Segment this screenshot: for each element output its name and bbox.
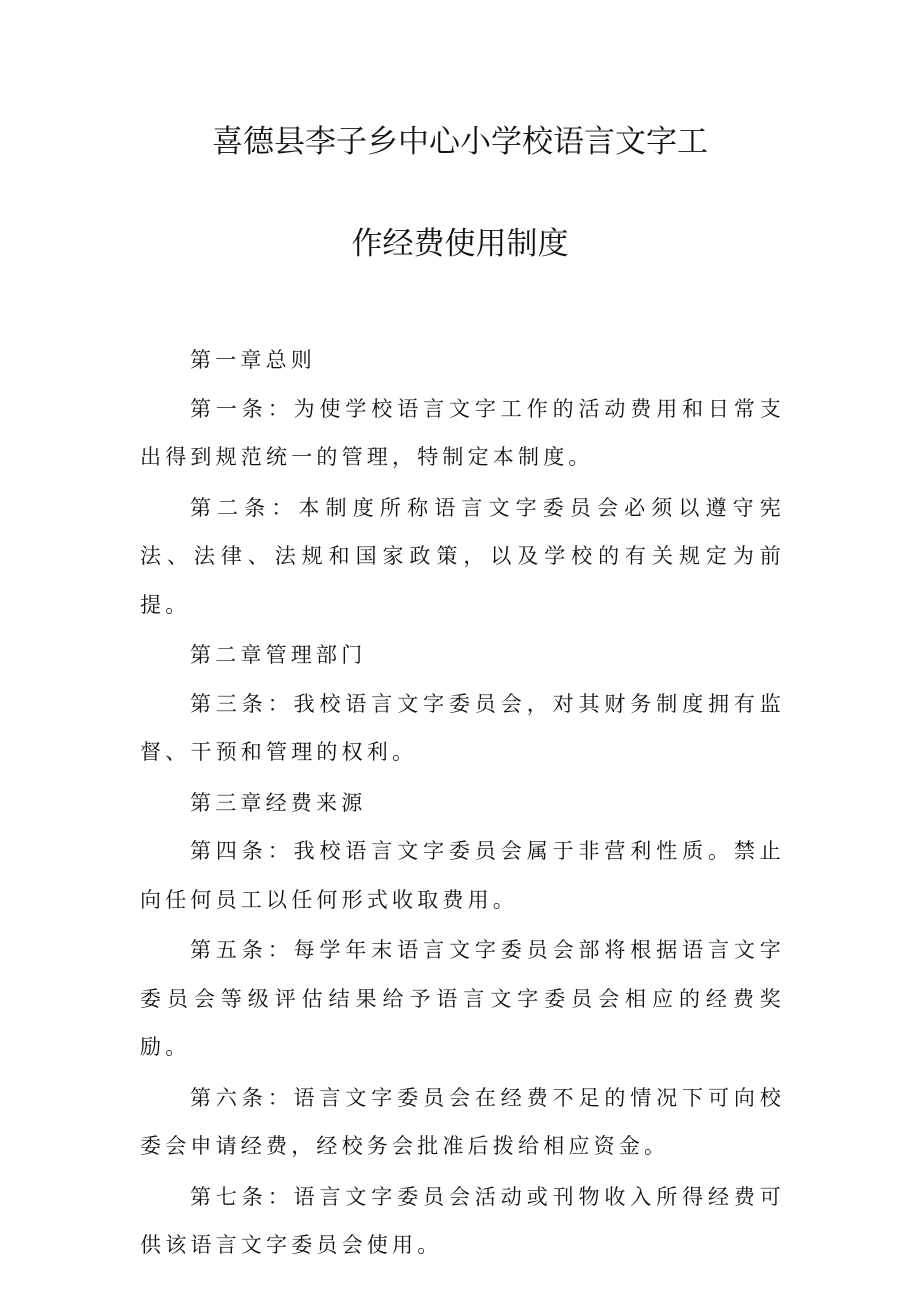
article-1: 第一条：为使学校语言文字工作的活动费用和日常支出得到规范统一的管理，特制定本制度。 <box>140 396 785 469</box>
article-7: 第七条：语言文字委员会活动或刊物收入所得经费可供该语言文字委员会使用。 <box>140 1184 785 1257</box>
article-5: 第五条：每学年末语言文字委员会部将根据语言文字委员会等级评估结果给予语言文字委员会相应的经费奖励。 <box>140 938 785 1059</box>
document-title-line-1: 喜德县李子乡中心小学校语言文字工 <box>212 124 708 160</box>
document-title-line-2: 作经费使用制度 <box>351 226 569 262</box>
article-2: 第二条：本制度所称语言文字委员会必须以遵守宪法、法律、法规和国家政策，以及学校的有关规定为前提。 <box>140 495 785 617</box>
chapter-1-heading: 第一章总则 <box>190 348 316 372</box>
article-3: 第三条：我校语言文字委员会，对其财务制度拥有监督、干预和管理的权利。 <box>140 691 785 764</box>
chapter-3-heading: 第三章经费来源 <box>190 790 367 815</box>
article-4: 第四条：我校语言文字委员会属于非营利性质。禁止向任何员工以任何形式收取费用。 <box>140 839 785 912</box>
document-body <box>140 336 785 1272</box>
article-6: 第六条：语言文字委员会在经费不足的情况下可向校委会申请经费，经校务会批准后拨给相应资金。 <box>140 1085 785 1158</box>
chapter-2-heading: 第二章管理部门 <box>190 643 367 667</box>
